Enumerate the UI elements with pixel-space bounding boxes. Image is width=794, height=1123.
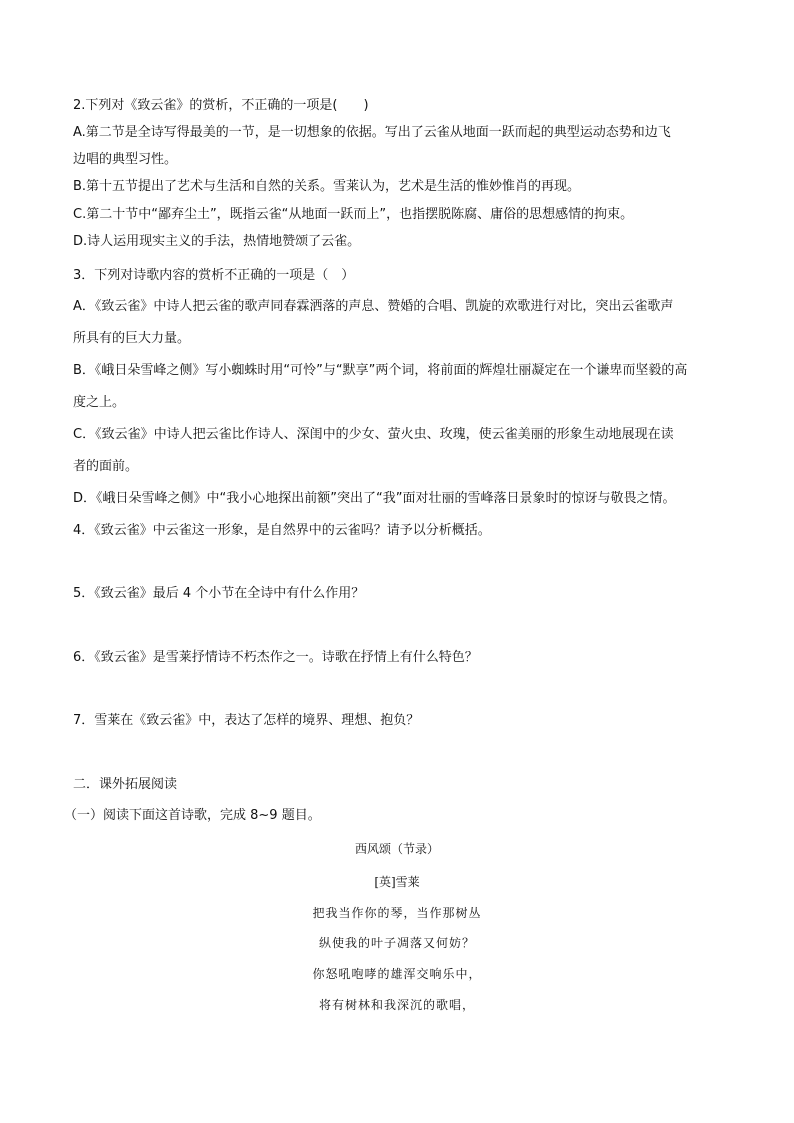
question-3-option-b: B．《峨日朵雪峰之侧》写小蜘蛛时用“可怜”与“默享”两个词，将前面的辉煌壮丽凝定在一个谦卑而坚毅的高 <box>73 363 688 378</box>
question-2-stem: 2.下列对《致云雀》的赏析，不正确的一项是( ) <box>73 98 369 113</box>
question-2-option-c: C.第二十节中“鄙弃尘土”，既指云雀“从地面一跃而上”，也指摆脱陈腐、庸俗的思想感情的拘束。 <box>73 207 634 222</box>
section-heading: 二．课外拓展阅读 <box>73 777 178 792</box>
question-5: 5．《致云雀》最后 4 个小节在全诗中有什么作用？ <box>73 586 365 601</box>
poem-line: 纵使我的叶子凋落又何妨？ <box>318 936 475 950</box>
question-2-option-b: B.第十五节提出了艺术与生活和自然的关系。雪莱认为，艺术是生活的惟妙惟肖的再现。 <box>73 179 581 194</box>
question-7: 7．雪莱在《致云雀》中，表达了怎样的境界、理想、抱负？ <box>73 713 420 728</box>
reading-instruction: （一）阅读下面这首诗歌，完成 8~9 题目。 <box>64 808 321 823</box>
question-3-option-d: D．《峨日朵雪峰之侧》中“我小心地探出前额”突出了“我”面对壮丽的雪峰落日景象时的惊讶与敬畏之情。 <box>73 491 676 506</box>
question-3-option-a-cont: 所具有的巨大力量。 <box>73 331 191 346</box>
question-3-option-b-cont: 度之上。 <box>73 395 126 410</box>
poem-line: 你怒吼咆哮的雄浑交响乐中， <box>312 967 482 981</box>
question-2-option-a: A.第二节是全诗写得最美的一节，是一切想象的依据。写出了云雀从地面一跃而起的典型运动态势和边飞 <box>73 125 671 140</box>
poem-line: 将有树林和我深沉的歌唱， <box>318 998 475 1012</box>
poem-title: 西风颂（节录） <box>354 842 439 856</box>
question-2-option-a-cont: 边唱的典型习性。 <box>73 152 178 167</box>
question-6: 6．《致云雀》是雪莱抒情诗不朽杰作之一。诗歌在抒情上有什么特色？ <box>73 650 478 665</box>
question-2-option-d: D.诗人运用现实主义的手法，热情地赞颂了云雀。 <box>73 234 361 249</box>
poem-author: [英]雪莱 <box>374 875 420 889</box>
poem-line: 把我当作你的琴，当作那树丛 <box>312 906 482 920</box>
question-3-stem: 3．下列对诗歌内容的赏析不正确的一项是（ ） <box>73 268 355 283</box>
question-3-option-c: C．《致云雀》中诗人把云雀比作诗人、深闺中的少女、萤火虫、玫瑰，使云雀美丽的形象生动地展现在读 <box>73 427 674 442</box>
question-4: 4．《致云雀》中云雀这一形象，是自然界中的云雀吗？请予以分析概括。 <box>73 523 491 538</box>
question-3-option-c-cont: 者的面前。 <box>73 459 139 474</box>
question-3-option-a: A．《致云雀》中诗人把云雀的歌声同春霖洒落的声息、赞婚的合唱、凯旋的欢歌进行对比，突出云雀歌声 <box>73 299 674 314</box>
